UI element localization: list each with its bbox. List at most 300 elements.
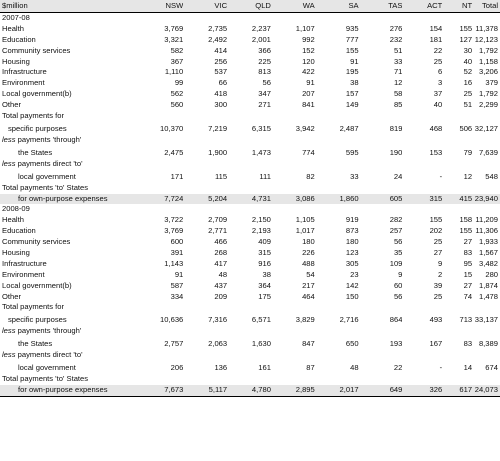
cell-sa: 23	[350, 269, 359, 279]
cell-act: 326	[429, 385, 443, 395]
cell-total: 3,482	[479, 258, 499, 268]
cell-vic: 417	[214, 258, 228, 268]
row-label: Local government(b)	[2, 89, 72, 99]
cell-act: 181	[429, 34, 443, 44]
cell-sa: 935	[345, 23, 359, 33]
row-label: Environment	[2, 269, 45, 279]
cell-nsw: 2,757	[164, 339, 184, 349]
cell-total: 32,127	[474, 123, 499, 133]
cell-tas: 56	[393, 237, 403, 247]
cell-nt: 79	[463, 147, 473, 157]
table-row	[0, 35, 500, 46]
cell-tas: 257	[389, 226, 403, 236]
cell-sa: 777	[345, 34, 359, 44]
cell-vic: 414	[214, 45, 228, 55]
row-label: Infrastructure	[2, 67, 47, 77]
cell-nt: 27	[463, 280, 473, 290]
cell-vic: 209	[214, 291, 228, 301]
row-label: Health	[2, 215, 24, 225]
row-label: Other	[2, 291, 21, 301]
cell-nsw: 562	[170, 89, 184, 99]
cell-wa: 91	[306, 78, 315, 88]
cell-act: 315	[429, 193, 443, 203]
cell-tas: 864	[389, 315, 403, 325]
cell-nsw: 3,722	[164, 215, 184, 225]
row-label	[0, 135, 140, 146]
cell-wa: 54	[306, 269, 315, 279]
table-row	[0, 57, 500, 68]
col-header-tas: TAS	[388, 1, 403, 10]
cell-act: 27	[433, 248, 443, 258]
cell-wa: 1,017	[295, 226, 315, 236]
cell-qld: 364	[258, 280, 271, 290]
cell-total: 1,792	[479, 89, 499, 99]
cell-wa: 1,105	[295, 215, 315, 225]
row-label: Local government(b)	[2, 280, 72, 290]
cell-total: 2,299	[479, 100, 499, 110]
cell-vic: 48	[218, 269, 228, 279]
cell-nsw: 587	[170, 280, 184, 290]
cell-act: 468	[429, 123, 443, 133]
cell-act: 37	[433, 89, 443, 99]
less-text: payments direct 'to'	[15, 350, 83, 360]
cell-nt: 83	[463, 248, 473, 258]
cell-sa: 38	[350, 78, 359, 88]
cell-vic: 7,316	[208, 315, 228, 325]
cell-wa: 217	[302, 280, 315, 290]
cell-qld: 315	[258, 248, 271, 258]
cell-total: 1,567	[479, 248, 499, 258]
row-label: the States	[18, 147, 53, 157]
cell-qld: 225	[258, 56, 271, 66]
cell-act: -	[439, 171, 443, 181]
row-label: local government	[18, 363, 76, 373]
cell-wa: 3,086	[295, 193, 315, 203]
cell-nt: 30	[463, 45, 473, 55]
cell-total: 24,073	[474, 385, 498, 395]
cell-wa: 1,107	[295, 23, 315, 33]
cell-nsw: 3,769	[164, 23, 184, 33]
cell-vic: 418	[214, 89, 228, 99]
cell-nsw: 91	[174, 269, 184, 279]
table-row	[0, 259, 500, 270]
year-heading	[0, 13, 500, 24]
table-row	[0, 226, 500, 237]
cell-act: 22	[433, 45, 443, 55]
cell-qld: 2,193	[251, 226, 271, 236]
cell-act: 3	[438, 78, 443, 88]
cell-tas: 193	[389, 339, 403, 349]
less-direct-heading	[0, 159, 500, 170]
cell-nsw: 7,724	[164, 193, 184, 203]
cell-total: 379	[485, 78, 499, 88]
less-through-heading	[0, 326, 500, 337]
cell-nt: 158	[459, 215, 473, 225]
row-label: Infrastructure	[2, 258, 47, 268]
col-header-vic: VIC	[214, 1, 228, 10]
cell-sa: 2,017	[339, 385, 359, 395]
cell-tas: 190	[389, 147, 403, 157]
cell-qld: 2,237	[251, 23, 271, 33]
unit-label: $million	[2, 1, 28, 10]
cell-total: 1,933	[479, 237, 499, 247]
cell-sa: 48	[350, 363, 359, 373]
cell-wa: 774	[302, 147, 315, 157]
cell-tas: 35	[393, 248, 403, 258]
total-own-heading	[0, 374, 500, 385]
row-label: Environment	[2, 78, 45, 88]
cell-nsw: 1,110	[164, 67, 184, 77]
table-body	[0, 13, 500, 397]
cell-total: 33,137	[474, 315, 499, 325]
cell-act: 493	[429, 315, 443, 325]
row-label: Community services	[2, 237, 71, 247]
cell-qld: 4,780	[251, 385, 271, 395]
cell-qld: 161	[258, 363, 271, 373]
cell-qld: 4,731	[251, 193, 271, 203]
year-label: 2007-08	[2, 13, 30, 22]
table-row	[0, 100, 500, 111]
cell-nt: 95	[463, 258, 473, 268]
cell-vic: 115	[215, 171, 228, 181]
cell-wa: 488	[302, 258, 315, 268]
table-row	[0, 237, 500, 248]
row-label: Education	[2, 226, 36, 236]
cell-wa: 3,942	[295, 123, 315, 133]
cell-nt: 25	[463, 89, 473, 99]
less-through-heading	[0, 135, 500, 146]
cell-nt: 83	[463, 339, 473, 349]
cell-qld: 271	[258, 100, 271, 110]
cell-wa: 992	[302, 34, 315, 44]
cell-vic: 2,063	[208, 339, 228, 349]
cell-sa: 142	[345, 280, 359, 290]
row-label: Health	[2, 23, 24, 33]
cell-tas: 109	[389, 258, 403, 268]
col-header-nsw: NSW	[165, 1, 184, 10]
col-header-sa: SA	[348, 1, 359, 10]
cell-nsw: 7,673	[164, 385, 184, 395]
cell-nt: 617	[459, 385, 473, 395]
cell-vic: 66	[218, 78, 228, 88]
row-label: specific purposes	[8, 123, 67, 133]
row-label: Total payments 'to' States	[2, 374, 89, 384]
total-own-row	[0, 194, 500, 205]
row-label: for own-purpose expenses	[18, 385, 108, 395]
cell-qld: 175	[258, 291, 271, 301]
cell-qld: 1,630	[251, 339, 271, 349]
cell-nt: 713	[459, 315, 473, 325]
less-prefix: less	[2, 158, 16, 168]
cell-vic: 300	[214, 100, 228, 110]
cell-act: 25	[433, 56, 443, 66]
cell-wa: 152	[302, 45, 315, 55]
total-specific-row	[0, 313, 500, 326]
cell-nsw: 171	[170, 171, 184, 181]
cell-wa: 422	[302, 67, 315, 77]
cell-nsw: 3,321	[164, 34, 184, 44]
row-label: Education	[2, 34, 36, 44]
table-row	[0, 215, 500, 226]
cell-act: 202	[429, 226, 443, 236]
cell-sa: 650	[345, 339, 359, 349]
less-through-row	[0, 146, 500, 159]
cell-sa: 33	[350, 171, 359, 181]
table-row	[0, 24, 500, 35]
cell-act: -	[439, 363, 443, 373]
table-header	[0, 0, 500, 13]
cell-nsw: 334	[170, 291, 184, 301]
row-label: specific purposes	[8, 315, 67, 325]
cell-sa: 155	[345, 45, 359, 55]
cell-sa: 123	[345, 248, 359, 258]
cell-vic: 256	[214, 56, 228, 66]
cell-act: 39	[433, 280, 443, 290]
cell-nt: 74	[463, 291, 473, 301]
cell-total: 674	[485, 363, 498, 373]
row-label: Total payments for	[2, 302, 65, 312]
row-label: for own-purpose expenses	[18, 193, 108, 203]
cell-vic: 5,204	[208, 193, 228, 203]
cell-wa: 87	[306, 363, 315, 373]
cell-nsw: 99	[174, 78, 184, 88]
table-row	[0, 281, 500, 292]
row-label: local government	[18, 171, 76, 181]
col-header-total: Total	[481, 1, 499, 10]
cell-vic: 268	[214, 248, 228, 258]
cell-tas: 58	[393, 89, 403, 99]
table-row	[0, 78, 500, 89]
cell-nsw: 582	[170, 45, 184, 55]
row-label: Other	[2, 100, 21, 110]
cell-nsw: 10,370	[160, 123, 184, 133]
row-label: the States	[18, 339, 53, 349]
less-prefix: less	[2, 326, 16, 336]
cell-tas: 9	[398, 269, 403, 279]
cell-wa: 464	[302, 291, 315, 301]
cell-sa: 180	[345, 237, 359, 247]
cell-total: 12,123	[474, 34, 499, 44]
cell-qld: 38	[262, 269, 271, 279]
cell-nsw: 206	[170, 363, 184, 373]
cell-total: 8,389	[478, 339, 498, 349]
cell-act: 153	[429, 147, 443, 157]
cell-total: 1,792	[479, 45, 499, 55]
year-heading	[0, 204, 500, 215]
total-own-row	[0, 385, 500, 397]
less-direct-row	[0, 170, 500, 183]
cell-sa: 149	[345, 100, 359, 110]
cell-act: 154	[429, 23, 443, 33]
less-prefix: less	[2, 350, 16, 360]
cell-act: 25	[433, 291, 443, 301]
cell-nt: 14	[463, 363, 473, 373]
cell-total: 1,478	[479, 291, 499, 301]
less-text: payments 'through'	[15, 326, 82, 336]
table-row	[0, 270, 500, 281]
cell-nsw: 391	[170, 248, 184, 258]
cell-tas: 22	[393, 363, 403, 373]
cell-total: 3,206	[479, 67, 499, 77]
cell-nt: 155	[459, 226, 473, 236]
cell-act: 155	[429, 215, 443, 225]
table-row	[0, 46, 500, 57]
cell-sa: 595	[345, 147, 359, 157]
cell-sa: 91	[350, 56, 359, 66]
row-label: Community services	[2, 45, 71, 55]
cell-qld: 347	[258, 89, 271, 99]
cell-tas: 71	[393, 67, 403, 77]
cell-vic: 2,492	[208, 34, 228, 44]
cell-sa: 157	[345, 89, 359, 99]
total-specific-heading	[0, 111, 500, 122]
cell-wa: 3,829	[295, 315, 315, 325]
cell-nt: 27	[463, 237, 473, 247]
cell-sa: 2,487	[339, 123, 359, 133]
less-direct-heading	[0, 350, 500, 361]
cell-total: 1,158	[479, 56, 499, 66]
cell-sa: 2,716	[339, 315, 359, 325]
cell-vic: 1,900	[208, 147, 228, 157]
cell-total: 548	[485, 171, 498, 181]
cell-wa: 180	[302, 237, 315, 247]
cell-total: 1,874	[479, 280, 499, 290]
cell-vic: 2,735	[208, 23, 228, 33]
cell-tas: 819	[389, 123, 403, 133]
cell-nt: 40	[463, 56, 473, 66]
less-text: payments direct 'to'	[15, 158, 83, 168]
cell-tas: 85	[393, 100, 403, 110]
cell-total: 7,639	[478, 147, 498, 157]
cell-tas: 24	[393, 171, 403, 181]
cell-qld: 2,150	[251, 215, 271, 225]
row-label	[0, 159, 140, 170]
table-row	[0, 248, 500, 259]
col-header-act: ACT	[427, 1, 443, 10]
cell-qld: 6,571	[251, 315, 271, 325]
total-specific-heading	[0, 302, 500, 313]
cell-nt: 506	[459, 123, 473, 133]
less-text: payments 'through'	[15, 134, 82, 144]
cell-qld: 2,001	[251, 34, 271, 44]
cell-qld: 916	[258, 258, 271, 268]
col-header-nt: NT	[462, 1, 473, 10]
cell-nsw: 2,475	[164, 147, 184, 157]
cell-total: 11,306	[475, 226, 499, 236]
cell-nt: 52	[463, 67, 473, 77]
cell-wa: 82	[306, 171, 315, 181]
cell-tas: 51	[393, 45, 403, 55]
row-label	[0, 326, 140, 337]
cell-vic: 5,117	[208, 385, 228, 395]
year-label: 2008-09	[2, 204, 30, 214]
total-specific-row	[0, 122, 500, 135]
cell-tas: 649	[389, 385, 403, 395]
cell-qld: 1,473	[251, 147, 271, 157]
cell-nsw: 10,636	[160, 315, 184, 325]
cell-tas: 56	[393, 291, 403, 301]
cell-total: 23,940	[474, 193, 498, 203]
cell-wa: 226	[302, 248, 315, 258]
cell-nt: 15	[463, 269, 473, 279]
cell-qld: 409	[258, 237, 271, 247]
cell-act: 167	[429, 339, 443, 349]
table-row	[0, 292, 500, 303]
cell-qld: 813	[258, 67, 271, 77]
cell-total: 280	[485, 269, 499, 279]
cell-vic: 466	[214, 237, 228, 247]
cell-tas: 282	[389, 215, 403, 225]
cell-qld: 6,315	[251, 123, 271, 133]
cell-wa: 2,895	[295, 385, 315, 395]
cell-sa: 305	[345, 258, 359, 268]
cell-act: 9	[438, 258, 443, 268]
cell-nt: 12	[463, 171, 473, 181]
less-prefix: less	[2, 134, 16, 144]
cell-vic: 136	[214, 363, 228, 373]
cell-sa: 195	[345, 67, 359, 77]
cell-vic: 2,709	[208, 215, 228, 225]
cell-wa: 207	[302, 89, 315, 99]
cell-act: 25	[433, 237, 443, 247]
cell-tas: 12	[393, 78, 403, 88]
cell-nt: 127	[459, 34, 473, 44]
cell-qld: 56	[262, 78, 271, 88]
row-label: Total payments for	[2, 111, 65, 121]
row-label: Housing	[2, 248, 30, 258]
cell-nsw: 1,143	[164, 258, 184, 268]
less-direct-row	[0, 361, 500, 374]
cell-act: 40	[433, 100, 443, 110]
cell-qld: 111	[259, 171, 271, 181]
cell-nt: 16	[463, 78, 473, 88]
cell-nsw: 367	[170, 56, 184, 66]
cell-vic: 2,771	[208, 226, 228, 236]
cell-wa: 841	[302, 100, 315, 110]
cell-sa: 150	[345, 291, 359, 301]
cell-tas: 33	[393, 56, 403, 66]
cell-vic: 7,219	[208, 123, 228, 133]
cell-tas: 605	[389, 193, 403, 203]
cell-vic: 537	[214, 67, 228, 77]
cell-total: 11,378	[475, 23, 499, 33]
cell-vic: 437	[214, 280, 228, 290]
less-through-row	[0, 337, 500, 350]
cell-nsw: 3,769	[164, 226, 184, 236]
row-label: Housing	[2, 56, 30, 66]
cell-act: 2	[438, 269, 443, 279]
table-row	[0, 89, 500, 100]
cell-nt: 155	[459, 23, 473, 33]
cell-act: 6	[438, 67, 443, 77]
row-label	[0, 350, 140, 361]
cell-nt: 415	[459, 193, 473, 203]
row-label: Total payments 'to' States	[2, 182, 89, 192]
table-row	[0, 67, 500, 78]
total-own-heading	[0, 183, 500, 194]
cell-tas: 60	[393, 280, 403, 290]
cell-nsw: 560	[170, 100, 184, 110]
cell-sa: 1,860	[339, 193, 359, 203]
cell-tas: 276	[389, 23, 403, 33]
cell-tas: 232	[389, 34, 403, 44]
cell-nt: 51	[463, 100, 473, 110]
cell-total: 11,209	[475, 215, 499, 225]
cell-qld: 366	[258, 45, 271, 55]
col-header-wa: WA	[302, 1, 315, 10]
col-header-qld: QLD	[255, 1, 271, 10]
cell-wa: 847	[302, 339, 315, 349]
